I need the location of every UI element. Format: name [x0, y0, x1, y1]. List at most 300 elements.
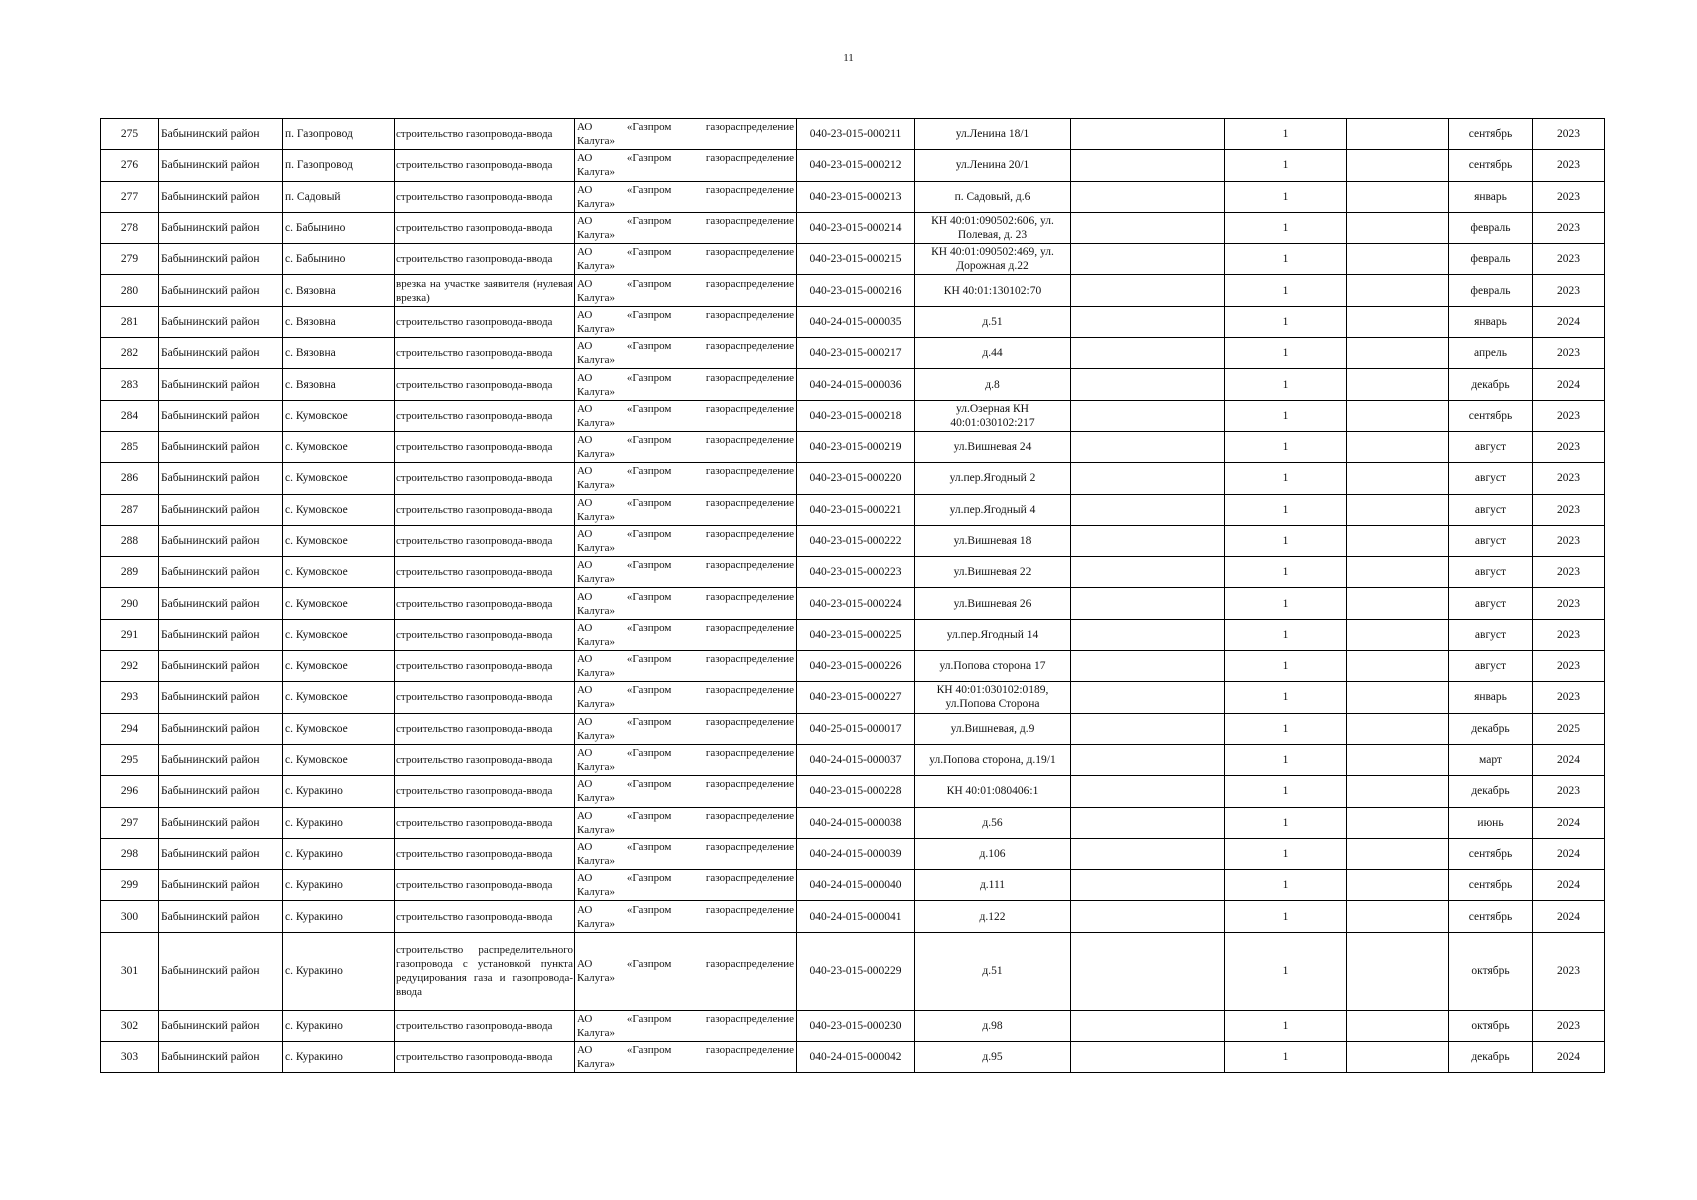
organization-cell — [575, 181, 797, 212]
request-code-cell: 040-24-015-000040 — [797, 870, 915, 901]
quantity-cell: 1 — [1225, 369, 1347, 400]
organization-line-1 — [577, 527, 794, 541]
address-cell: д.122 — [915, 901, 1071, 932]
organization-word: АО — [577, 121, 593, 134]
locality-cell: с. Кумовское — [283, 463, 395, 494]
request-code-cell: 040-23-015-000224 — [797, 588, 915, 619]
organization-word: газораспределение — [705, 747, 794, 760]
district-cell: Бабынинский район — [159, 463, 283, 494]
address-cell: д.56 — [915, 807, 1071, 838]
month-cell: март — [1449, 744, 1533, 775]
year-cell: 2023 — [1533, 212, 1605, 243]
work-type-cell: строительство газопровода-ввода — [395, 588, 575, 619]
month-cell: декабрь — [1449, 1042, 1533, 1073]
request-code-cell: 040-23-015-000227 — [797, 682, 915, 713]
empty-cell — [1347, 181, 1449, 212]
organization-cell — [575, 431, 797, 462]
row-number-cell: 288 — [101, 525, 159, 556]
organization-word: газораспределение — [705, 152, 794, 165]
organization-word: газораспределение — [705, 246, 794, 259]
empty-cell — [1347, 119, 1449, 150]
request-code-cell: 040-23-015-000220 — [797, 463, 915, 494]
district-cell: Бабынинский район — [159, 369, 283, 400]
month-cell: январь — [1449, 306, 1533, 337]
district-cell: Бабынинский район — [159, 338, 283, 369]
table-row — [101, 525, 1605, 556]
organization-word: АО — [577, 308, 593, 321]
organization-cell — [575, 463, 797, 494]
quantity-cell: 1 — [1225, 807, 1347, 838]
month-cell: октябрь — [1449, 1010, 1533, 1041]
address-cell: ул.Попова сторона, д.19/1 — [915, 744, 1071, 775]
work-type-cell: строительство газопровода-ввода — [395, 212, 575, 243]
work-type-cell: строительство газопровода-ввода — [395, 119, 575, 150]
locality-cell: с. Куракино — [283, 932, 395, 1010]
empty-cell — [1347, 588, 1449, 619]
organization-word: АО — [577, 653, 593, 666]
year-cell: 2023 — [1533, 275, 1605, 306]
table-row — [101, 369, 1605, 400]
organization-line-2: Калуга» — [577, 698, 616, 711]
row-number-cell: 280 — [101, 275, 159, 306]
table-row — [101, 932, 1605, 1010]
empty-cell — [1347, 682, 1449, 713]
organization-line-1 — [577, 214, 794, 228]
work-type-cell: врезка на участке заявителя (нулевая врезка) — [395, 275, 575, 306]
organization-word: газораспределение — [705, 402, 794, 415]
organization-word: газораспределение — [705, 590, 794, 603]
organization-line-1 — [577, 120, 794, 134]
organization-word: АО — [577, 747, 593, 760]
organization-line-1 — [577, 308, 794, 322]
row-number-cell: 294 — [101, 713, 159, 744]
address-cell: ул.пер.Ягодный 4 — [915, 494, 1071, 525]
empty-cell — [1347, 244, 1449, 275]
year-cell: 2023 — [1533, 150, 1605, 181]
organization-word: «Газпром — [626, 590, 672, 603]
organization-word: «Газпром — [626, 434, 672, 447]
empty-cell — [1071, 1010, 1225, 1041]
organization-cell — [575, 275, 797, 306]
year-cell: 2023 — [1533, 651, 1605, 682]
organization-word: газораспределение — [705, 465, 794, 478]
organization-cell — [575, 494, 797, 525]
row-number-cell: 284 — [101, 400, 159, 431]
organization-word: газораспределение — [705, 559, 794, 572]
organization-cell — [575, 901, 797, 932]
organization-line-2: Калуга» — [577, 667, 616, 680]
month-cell: август — [1449, 463, 1533, 494]
organization-word: АО — [577, 872, 593, 885]
year-cell: 2023 — [1533, 619, 1605, 650]
organization-line-1 — [577, 957, 794, 971]
organization-line-2: Калуга» — [577, 635, 616, 648]
year-cell: 2023 — [1533, 525, 1605, 556]
row-number-cell: 279 — [101, 244, 159, 275]
work-type-cell: строительство газопровода-ввода — [395, 776, 575, 807]
organization-line-2: Калуга» — [577, 972, 616, 985]
organization-line-1 — [577, 371, 794, 385]
empty-cell — [1347, 525, 1449, 556]
empty-cell — [1347, 807, 1449, 838]
organization-word: «Газпром — [626, 215, 672, 228]
year-cell: 2024 — [1533, 369, 1605, 400]
table-row — [101, 244, 1605, 275]
table-row — [101, 838, 1605, 869]
organization-cell — [575, 651, 797, 682]
row-number-cell: 300 — [101, 901, 159, 932]
empty-cell — [1347, 619, 1449, 650]
empty-cell — [1347, 494, 1449, 525]
organization-word: «Газпром — [626, 840, 672, 853]
organization-word: газораспределение — [705, 872, 794, 885]
table-row — [101, 682, 1605, 713]
organization-line-2: Калуга» — [577, 479, 616, 492]
row-number-cell: 289 — [101, 557, 159, 588]
year-cell: 2025 — [1533, 713, 1605, 744]
district-cell: Бабынинский район — [159, 150, 283, 181]
locality-cell: с. Кумовское — [283, 651, 395, 682]
district-cell: Бабынинский район — [159, 431, 283, 462]
empty-cell — [1347, 400, 1449, 431]
organization-word: «Газпром — [626, 903, 672, 916]
empty-cell — [1071, 713, 1225, 744]
quantity-cell: 1 — [1225, 713, 1347, 744]
organization-line-2: Калуга» — [577, 823, 616, 836]
district-cell: Бабынинский район — [159, 744, 283, 775]
organization-line-1 — [577, 402, 794, 416]
table-row — [101, 557, 1605, 588]
month-cell: август — [1449, 557, 1533, 588]
empty-cell — [1071, 400, 1225, 431]
work-type-cell: строительство газопровода-ввода — [395, 463, 575, 494]
month-cell: сентябрь — [1449, 838, 1533, 869]
organization-word: АО — [577, 371, 593, 384]
work-type-cell: строительство газопровода-ввода — [395, 400, 575, 431]
organization-word: газораспределение — [705, 809, 794, 822]
address-cell: д.106 — [915, 838, 1071, 869]
empty-cell — [1071, 932, 1225, 1010]
work-type-cell: строительство газопровода-ввода — [395, 494, 575, 525]
address-cell: ул.Попова сторона 17 — [915, 651, 1071, 682]
quantity-cell: 1 — [1225, 682, 1347, 713]
quantity-cell: 1 — [1225, 463, 1347, 494]
locality-cell: с. Бабынино — [283, 212, 395, 243]
locality-cell: с. Куракино — [283, 901, 395, 932]
organization-word: «Газпром — [626, 1044, 672, 1057]
organization-line-2: Калуга» — [577, 761, 616, 774]
district-cell: Бабынинский район — [159, 181, 283, 212]
work-type-cell: строительство газопровода-ввода — [395, 870, 575, 901]
request-code-cell: 040-23-015-000214 — [797, 212, 915, 243]
district-cell: Бабынинский район — [159, 525, 283, 556]
year-cell: 2023 — [1533, 682, 1605, 713]
locality-cell: п. Газопровод — [283, 119, 395, 150]
request-code-cell: 040-23-015-000229 — [797, 932, 915, 1010]
district-cell: Бабынинский район — [159, 870, 283, 901]
month-cell: январь — [1449, 181, 1533, 212]
district-cell: Бабынинский район — [159, 212, 283, 243]
month-cell: декабрь — [1449, 713, 1533, 744]
request-code-cell: 040-25-015-000017 — [797, 713, 915, 744]
table-row — [101, 400, 1605, 431]
organization-line-2: Калуга» — [577, 886, 616, 899]
empty-cell — [1071, 807, 1225, 838]
organization-word: АО — [577, 215, 593, 228]
organization-cell — [575, 744, 797, 775]
request-code-cell: 040-23-015-000217 — [797, 338, 915, 369]
organization-word: АО — [577, 903, 593, 916]
address-cell: д.51 — [915, 932, 1071, 1010]
organization-word: АО — [577, 340, 593, 353]
year-cell: 2024 — [1533, 901, 1605, 932]
empty-cell — [1071, 901, 1225, 932]
organization-word: газораспределение — [705, 653, 794, 666]
district-cell: Бабынинский район — [159, 682, 283, 713]
empty-cell — [1071, 306, 1225, 337]
table-row — [101, 494, 1605, 525]
table-row — [101, 275, 1605, 306]
address-cell: КН 40:01:080406:1 — [915, 776, 1071, 807]
year-cell: 2023 — [1533, 244, 1605, 275]
empty-cell — [1347, 932, 1449, 1010]
organization-cell — [575, 713, 797, 744]
address-cell: д.111 — [915, 870, 1071, 901]
organization-line-2: Калуга» — [577, 166, 616, 179]
address-cell: ул.Ленина 20/1 — [915, 150, 1071, 181]
row-number-cell: 287 — [101, 494, 159, 525]
organization-word: «Газпром — [626, 653, 672, 666]
request-code-cell: 040-24-015-000041 — [797, 901, 915, 932]
quantity-cell: 1 — [1225, 619, 1347, 650]
organization-word: АО — [577, 621, 593, 634]
year-cell: 2023 — [1533, 776, 1605, 807]
quantity-cell: 1 — [1225, 776, 1347, 807]
organization-line-1 — [577, 1012, 794, 1026]
locality-cell: с. Кумовское — [283, 588, 395, 619]
address-cell: КН 40:01:090502:606, ул. Полевая, д. 23 — [915, 212, 1071, 243]
quantity-cell: 1 — [1225, 400, 1347, 431]
organization-line-2: Калуга» — [577, 385, 616, 398]
work-type-cell: строительство газопровода-ввода — [395, 431, 575, 462]
page-number: 11 — [843, 52, 854, 64]
organization-word: «Газпром — [626, 958, 672, 971]
organization-cell — [575, 776, 797, 807]
organization-word: АО — [577, 958, 593, 971]
organization-word: «Газпром — [626, 621, 672, 634]
work-type-cell: строительство газопровода-ввода — [395, 1010, 575, 1041]
organization-word: «Газпром — [626, 121, 672, 134]
organization-cell — [575, 400, 797, 431]
quantity-cell: 1 — [1225, 181, 1347, 212]
year-cell: 2023 — [1533, 1010, 1605, 1041]
row-number-cell: 291 — [101, 619, 159, 650]
quantity-cell: 1 — [1225, 744, 1347, 775]
month-cell: декабрь — [1449, 776, 1533, 807]
district-cell: Бабынинский район — [159, 901, 283, 932]
organization-word: АО — [577, 840, 593, 853]
empty-cell — [1347, 744, 1449, 775]
organization-line-2: Калуга» — [577, 1058, 616, 1071]
quantity-cell: 1 — [1225, 244, 1347, 275]
empty-cell — [1071, 744, 1225, 775]
locality-cell: с. Кумовское — [283, 525, 395, 556]
locality-cell: с. Бабынино — [283, 244, 395, 275]
row-number-cell: 290 — [101, 588, 159, 619]
month-cell: январь — [1449, 682, 1533, 713]
address-cell: КН 40:01:030102:0189, ул.Попова Сторона — [915, 682, 1071, 713]
row-number-cell: 282 — [101, 338, 159, 369]
organization-line-2: Калуга» — [577, 542, 616, 554]
empty-cell — [1071, 870, 1225, 901]
locality-cell: с. Кумовское — [283, 619, 395, 650]
table-row — [101, 150, 1605, 181]
locality-cell: с. Вязовна — [283, 369, 395, 400]
organization-line-1 — [577, 245, 794, 259]
work-type-cell: строительство газопровода-ввода — [395, 1042, 575, 1073]
organization-line-2: Калуга» — [577, 573, 616, 586]
year-cell: 2023 — [1533, 431, 1605, 462]
quantity-cell: 1 — [1225, 431, 1347, 462]
organization-word: газораспределение — [705, 121, 794, 134]
row-number-cell: 275 — [101, 119, 159, 150]
month-cell: февраль — [1449, 275, 1533, 306]
table-body — [101, 119, 1605, 1073]
request-code-cell: 040-24-015-000037 — [797, 744, 915, 775]
locality-cell: с. Куракино — [283, 776, 395, 807]
address-cell: д.98 — [915, 1010, 1071, 1041]
organization-word: газораспределение — [705, 1012, 794, 1025]
work-type-cell: строительство газопровода-ввода — [395, 651, 575, 682]
month-cell: сентябрь — [1449, 400, 1533, 431]
row-number-cell: 283 — [101, 369, 159, 400]
month-cell: август — [1449, 588, 1533, 619]
gas-connection-table — [100, 118, 1605, 1073]
month-cell: декабрь — [1449, 369, 1533, 400]
address-cell: КН 40:01:090502:469, ул. Дорожная д.22 — [915, 244, 1071, 275]
table-row — [101, 901, 1605, 932]
month-cell: сентябрь — [1449, 119, 1533, 150]
empty-cell — [1071, 776, 1225, 807]
address-cell: ул.Вишневая 18 — [915, 525, 1071, 556]
quantity-cell: 1 — [1225, 275, 1347, 306]
table-row — [101, 588, 1605, 619]
empty-cell — [1347, 369, 1449, 400]
empty-cell — [1347, 776, 1449, 807]
work-type-cell: строительство газопровода-ввода — [395, 306, 575, 337]
table-row — [101, 870, 1605, 901]
row-number-cell: 299 — [101, 870, 159, 901]
district-cell: Бабынинский район — [159, 306, 283, 337]
district-cell: Бабынинский район — [159, 807, 283, 838]
month-cell: апрель — [1449, 338, 1533, 369]
request-code-cell: 040-23-015-000221 — [797, 494, 915, 525]
empty-cell — [1347, 651, 1449, 682]
year-cell: 2024 — [1533, 807, 1605, 838]
organization-line-2: Калуга» — [577, 510, 616, 523]
organization-word: «Газпром — [626, 747, 672, 760]
row-number-cell: 298 — [101, 838, 159, 869]
empty-cell — [1347, 212, 1449, 243]
month-cell: октябрь — [1449, 932, 1533, 1010]
year-cell: 2023 — [1533, 932, 1605, 1010]
row-number-cell: 293 — [101, 682, 159, 713]
organization-cell — [575, 369, 797, 400]
table-row — [101, 119, 1605, 150]
organization-word: АО — [577, 559, 593, 572]
work-type-cell: строительство газопровода-ввода — [395, 557, 575, 588]
district-cell: Бабынинский район — [159, 557, 283, 588]
address-cell: ул.пер.Ягодный 2 — [915, 463, 1071, 494]
empty-cell — [1071, 619, 1225, 650]
year-cell: 2024 — [1533, 744, 1605, 775]
address-cell: д.95 — [915, 1042, 1071, 1073]
district-cell: Бабынинский район — [159, 494, 283, 525]
work-type-cell: строительство распределительного газопровода с установкой пункта редуцирования газа и газопровода-ввода — [395, 932, 575, 1010]
quantity-cell: 1 — [1225, 901, 1347, 932]
organization-line-1 — [577, 683, 794, 697]
request-code-cell: 040-23-015-000215 — [797, 244, 915, 275]
organization-line-1 — [577, 496, 794, 510]
empty-cell — [1071, 494, 1225, 525]
organization-line-1 — [577, 558, 794, 572]
row-number-cell: 276 — [101, 150, 159, 181]
request-code-cell: 040-24-015-000042 — [797, 1042, 915, 1073]
organization-cell — [575, 150, 797, 181]
table-row — [101, 212, 1605, 243]
year-cell: 2023 — [1533, 400, 1605, 431]
organization-line-2: Калуга» — [577, 792, 616, 805]
locality-cell: с. Вязовна — [283, 338, 395, 369]
organization-word: газораспределение — [705, 183, 794, 196]
locality-cell: с. Кумовское — [283, 400, 395, 431]
address-cell: ул.Вишневая, д.9 — [915, 713, 1071, 744]
organization-line-1 — [577, 903, 794, 917]
organization-line-1 — [577, 277, 794, 291]
organization-line-2: Калуга» — [577, 135, 616, 148]
quantity-cell: 1 — [1225, 119, 1347, 150]
locality-cell: с. Вязовна — [283, 306, 395, 337]
quantity-cell: 1 — [1225, 212, 1347, 243]
empty-cell — [1071, 369, 1225, 400]
work-type-cell: строительство газопровода-ввода — [395, 338, 575, 369]
row-number-cell: 295 — [101, 744, 159, 775]
empty-cell — [1071, 212, 1225, 243]
work-type-cell: строительство газопровода-ввода — [395, 901, 575, 932]
empty-cell — [1071, 463, 1225, 494]
empty-cell — [1071, 338, 1225, 369]
organization-word: газораспределение — [705, 684, 794, 697]
organization-word: газораспределение — [705, 277, 794, 290]
organization-line-1 — [577, 433, 794, 447]
row-number-cell: 285 — [101, 431, 159, 462]
empty-cell — [1071, 119, 1225, 150]
quantity-cell: 1 — [1225, 306, 1347, 337]
empty-cell — [1347, 306, 1449, 337]
quantity-cell: 1 — [1225, 651, 1347, 682]
table-row — [101, 1042, 1605, 1073]
empty-cell — [1347, 275, 1449, 306]
row-number-cell: 278 — [101, 212, 159, 243]
empty-cell — [1347, 1042, 1449, 1073]
organization-line-2: Калуга» — [577, 260, 616, 273]
work-type-cell: строительство газопровода-ввода — [395, 619, 575, 650]
address-cell: ул.Ленина 18/1 — [915, 119, 1071, 150]
organization-cell — [575, 682, 797, 713]
empty-cell — [1071, 838, 1225, 869]
organization-line-2: Калуга» — [577, 322, 616, 335]
organization-word: «Газпром — [626, 371, 672, 384]
